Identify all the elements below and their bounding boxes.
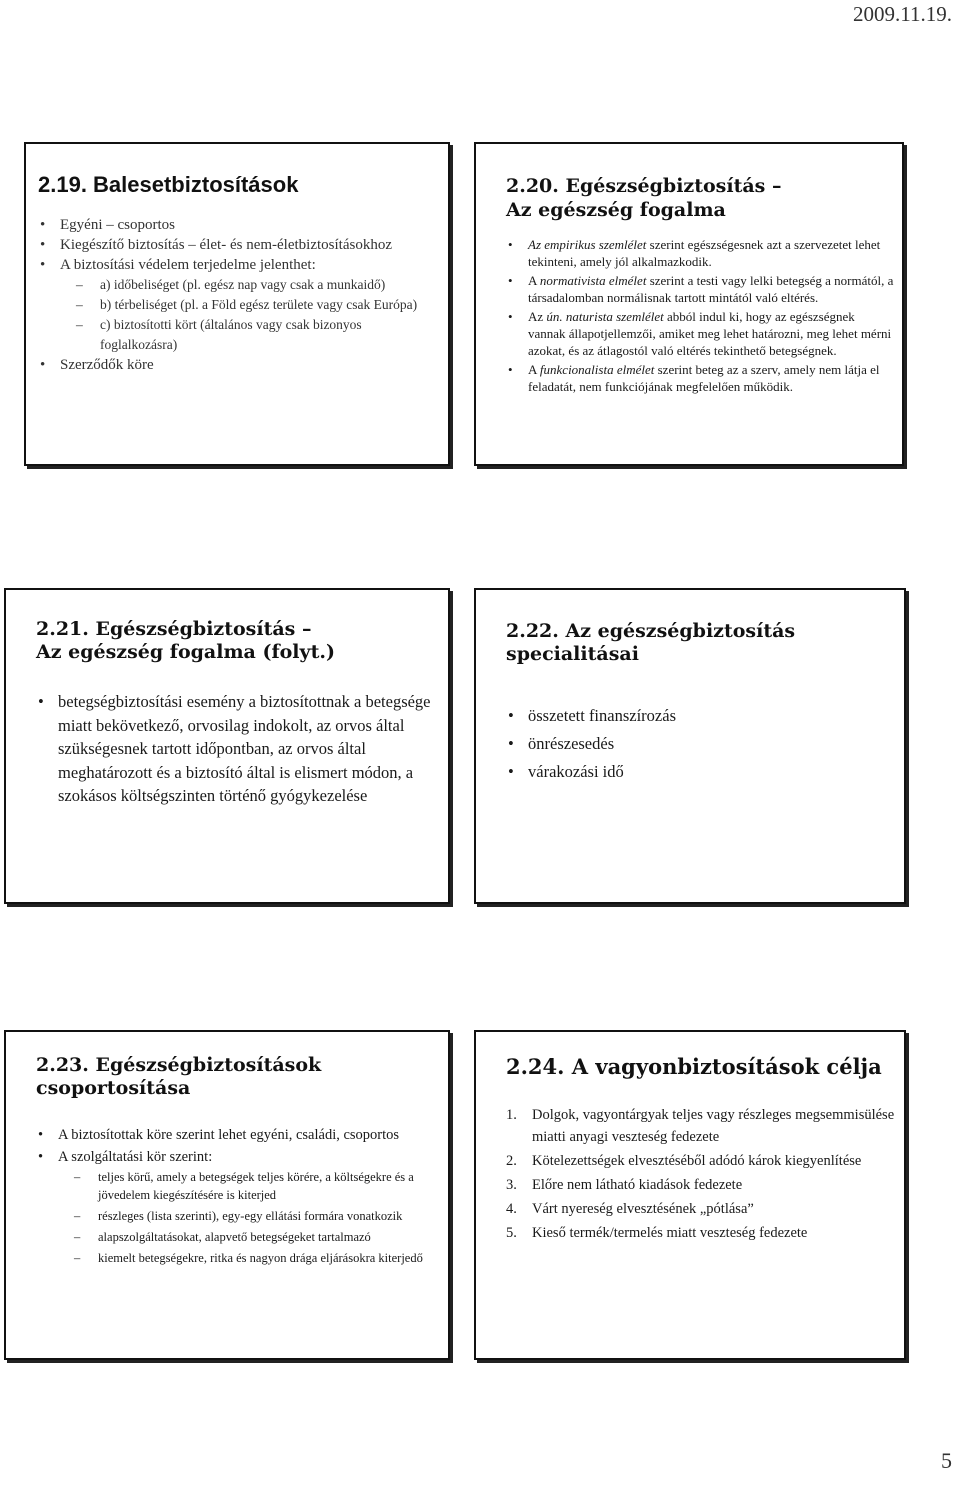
slide-title-line-2: Az egészség fogalma (folyt.) <box>36 641 335 663</box>
list-item-text: Várt nyereség elvesztésének „pótlása” <box>532 1200 754 1217</box>
list-item-prefix: Az <box>528 309 547 324</box>
list-item-prefix: A <box>528 273 540 288</box>
list-item: • várakozási idő <box>506 758 896 786</box>
list-item <box>506 1150 896 1172</box>
list-item: • összetett finanszírozás <box>506 702 896 730</box>
slide-title: 2.22. Az egészségbiztosítás specialitásai <box>506 620 796 666</box>
list-number: 1. <box>506 1106 517 1123</box>
list-item <box>506 236 894 270</box>
numbered-list <box>506 1104 896 1244</box>
list-item-text: szerint egészségesnek azt a szervezetet lehet tekinteni, amely jól alkalmazkodik. <box>528 237 881 269</box>
page-date: 2009.11.19. <box>853 2 952 26</box>
list-number: 4. <box>506 1200 517 1217</box>
list-item <box>506 1222 896 1244</box>
slide-2-19 <box>24 142 450 466</box>
list-number: 5. <box>506 1224 517 1241</box>
list-number: 3. <box>506 1176 517 1193</box>
slide-title-line-2: Az egészség fogalma <box>506 199 726 221</box>
list-item: • Egyéni – csoportos <box>38 215 438 235</box>
emphasis-term: Az empirikus szemlélet <box>528 237 647 252</box>
list-item <box>38 255 438 355</box>
slide-2-20 <box>474 142 904 466</box>
list-item-text: Előre nem látható kiadások fedezete <box>532 1176 743 1193</box>
list-item: • Szerződők köre <box>38 355 438 375</box>
slide-title: 2.19. Balesetbiztosítások <box>38 172 299 197</box>
slide-2-22 <box>474 588 906 904</box>
slide-title-line-1: 2.21. Egészségbiztosítás – <box>36 618 312 640</box>
slide-title: 2.24. A vagyonbiztosítások célja <box>506 1054 882 1079</box>
list-item: • Kiegészítő biztosítás – élet- és nem-életbiztosításokhoz <box>38 235 438 255</box>
list-item-text: Kötelezettségek elvesztéséből adódó károk kiegyenlítése <box>532 1152 862 1169</box>
list-item-text: A szolgáltatási kör szerint: <box>58 1149 213 1166</box>
emphasis-term: ún. naturista szemlélet <box>546 309 664 324</box>
list-item <box>506 1174 896 1196</box>
list-item-text: szerint a testi vagy lelki betegség a normától, a társadalomban normálisnak tartott mintától való eltérés. <box>528 273 894 305</box>
slide-title-line-1: 2.20. Egészségbiztosítás – <box>506 175 782 197</box>
bullet-list <box>36 690 438 808</box>
emphasis-term: funkcionalista elmélet <box>539 362 655 377</box>
emphasis-term: normativista elmélet <box>539 273 647 288</box>
sub-list-item: – teljes körű, amely a betegségek teljes körére, a költségekre és a jövedelem kiegészítésére is kiterjed <box>58 1168 438 1204</box>
slide-2-21 <box>4 588 450 904</box>
sub-list-item: – részleges (lista szerinti), egy-egy ellátási formára vonatkozik <box>58 1207 438 1225</box>
list-item-text: A biztosítási védelem terjedelme jelenthet: <box>60 256 316 273</box>
sub-list-item: – c) biztosítotti kört (általános vagy csak bizonyos foglalkozásra) <box>60 315 438 355</box>
sub-list-item: – a) időbeliséget (pl. egész nap vagy csak a munkaidő) <box>60 275 438 295</box>
bullet-list <box>36 1124 438 1267</box>
list-item <box>506 308 894 359</box>
list-item <box>506 1104 896 1148</box>
bullet-list <box>506 236 894 395</box>
slide-title <box>36 618 438 664</box>
list-item-text: Kieső termék/termelés miatt veszteség fedezete <box>532 1224 808 1241</box>
list-item: • önrészesedés <box>506 730 896 758</box>
list-item <box>506 1198 896 1220</box>
list-item-text: abból indul ki, hogy az egészségnek vannak állapotjellemzői, amiket meg lehet határozni, meg lehet mérni azokat, és az átlagostól való eltérés tekinthető betegségnek. <box>528 309 892 358</box>
sub-list-item: – alapszolgáltatásokat, alapvető betegségeket tartalmazó <box>58 1228 438 1246</box>
list-item <box>506 272 894 306</box>
list-item <box>506 361 894 395</box>
bullet-list <box>38 215 438 375</box>
slide-title <box>506 174 894 222</box>
slide-title: 2.23. Egészségbiztosítások csoportosítása <box>36 1054 322 1100</box>
list-number: 2. <box>506 1152 517 1169</box>
list-item: • betegségbiztosítási esemény a biztosítottnak a betegsége miatt bekövetkező, orvosilag indokolt, az orvos által szükségesnek tartott időpontban, az orvos által meghatározott és a biztosító által is elismert módon, a szokásos költségszinten történő gyógykezelése <box>36 690 438 808</box>
sub-list-item: – b) térbeliséget (pl. a Föld egész területe vagy csak Európa) <box>60 295 438 315</box>
sub-list <box>58 1168 438 1267</box>
sub-list <box>60 275 438 355</box>
sub-list-item: – kiemelt betegségekre, ritka és nagyon drága eljárásokra kiterjedő <box>58 1249 438 1267</box>
list-item-text: szerint beteg az a szerv, amely nem látja el feladatát, nem funkciójának megfelelően működik. <box>528 362 880 394</box>
list-item: • A biztosítottak köre szerint lehet egyéni, családi, csoportos <box>36 1124 438 1146</box>
list-item-text: Dolgok, vagyontárgyak teljes vagy részleges megsemmisülése miatti anyagi veszteség fedezete <box>532 1106 895 1145</box>
page-number: 5 <box>941 1448 952 1473</box>
slide-2-24 <box>474 1030 906 1360</box>
bullet-list <box>506 702 896 786</box>
slide-2-23 <box>4 1030 450 1360</box>
list-item <box>36 1146 438 1267</box>
list-item-prefix: A <box>528 362 540 377</box>
